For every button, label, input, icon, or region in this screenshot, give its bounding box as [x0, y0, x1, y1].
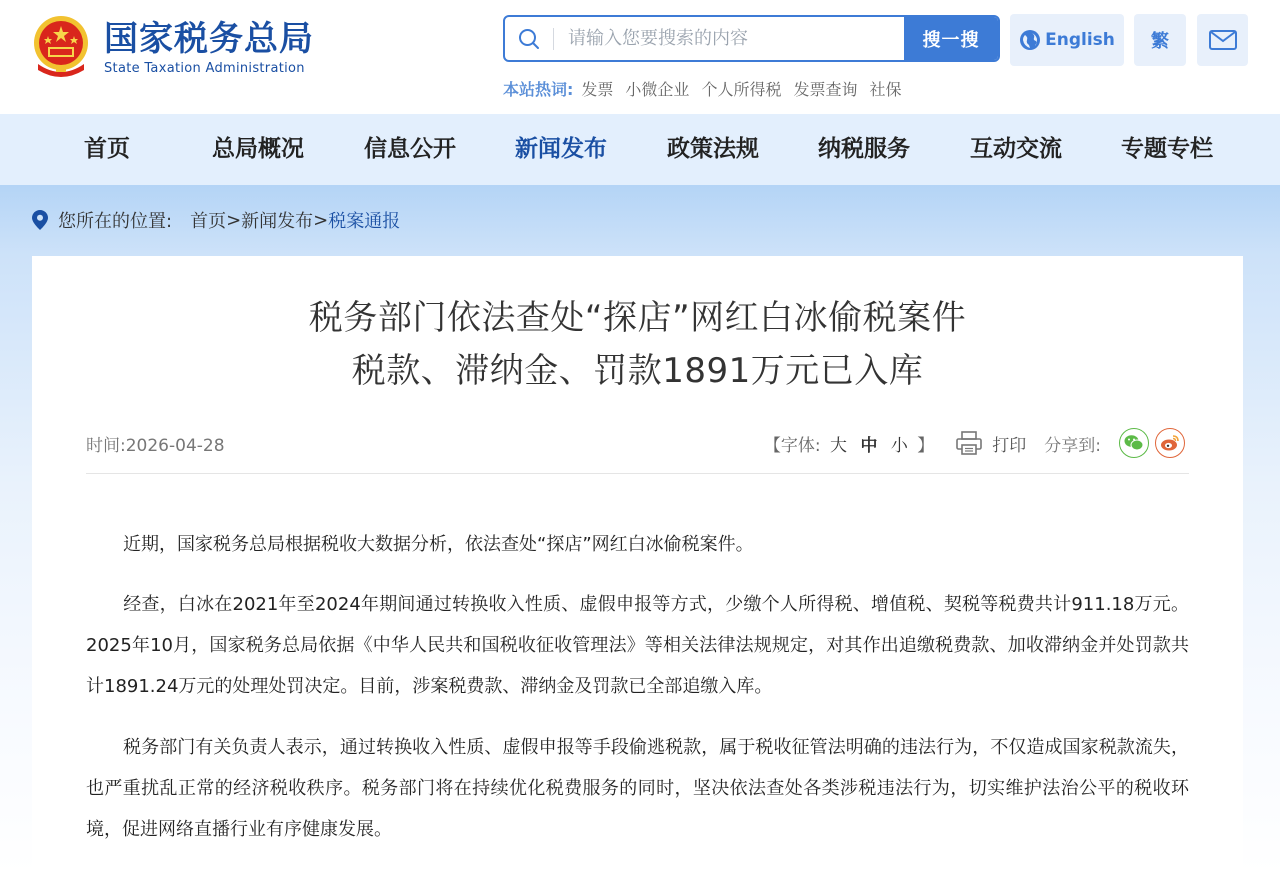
- nav-item-special-topics[interactable]: 专题专栏: [1121, 136, 1213, 162]
- breadcrumb-label: 您所在的位置:: [58, 211, 173, 232]
- hot-word-link[interactable]: 发票查询: [793, 80, 858, 99]
- article-paragraph: 税务部门有关负责人表示，通过转换收入性质、虚假申报等手段偷逃税款，属于税收征管法明确的违法行为，不仅造成国家税款流失，也严重扰乱正常的经济税收秩序。税务部门将在持续优化税费服务的同时，坚决依法查处各类涉税违法行为，切实维护法治公平的税收环境，促进网络直播行业有序健康发展。: [86, 737, 1189, 840]
- breadcrumb: [32, 207, 400, 233]
- hot-words-label: 本站热词:: [503, 80, 574, 99]
- time-label: 时间:: [86, 436, 126, 456]
- nav-item-overview[interactable]: 总局概况: [212, 136, 304, 162]
- wechat-icon: [1124, 434, 1144, 452]
- breadcrumb-news[interactable]: 新闻发布: [241, 211, 314, 232]
- site-header: [0, 0, 1280, 114]
- article-panel: [32, 256, 1243, 874]
- article-paragraph: 经查，白冰在2021年至2024年期间通过转换收入性质、虚假申报等方式，少缴个人所得税、增值税、契税等税费共计911.18万元。2025年10月，国家税务总局依据《中华人民共和国税收征收管理法》等相关法律法规规定，对其作出追缴税费款、加收滞纳金并处罚款共计1891.24万元的处理处罚决定。目前，涉案税费款、滞纳金及罚款已全部追缴入库。: [86, 594, 1189, 697]
- nav-item-info-disclosure[interactable]: 信息公开: [364, 136, 456, 162]
- search-bar: [503, 15, 1000, 62]
- search-button[interactable]: 搜一搜: [904, 17, 998, 60]
- search-icon: [505, 17, 553, 60]
- font-size-suffix: 】: [917, 435, 935, 456]
- publish-date: 2026-04-28: [125, 436, 225, 456]
- printer-icon: [956, 431, 982, 455]
- hot-word-link[interactable]: 小微企业: [625, 80, 690, 99]
- breadcrumb-current[interactable]: 税案通报: [328, 211, 401, 232]
- weibo-icon: [1160, 434, 1180, 452]
- print-label: 打印: [992, 435, 1027, 456]
- nav-item-tax-service[interactable]: 纳税服务: [818, 136, 910, 162]
- nav-item-news[interactable]: 新闻发布: [515, 136, 607, 162]
- english-button[interactable]: [1010, 14, 1124, 66]
- search-input[interactable]: [554, 17, 904, 60]
- font-size-switcher: [764, 431, 934, 456]
- location-pin-icon: [32, 210, 48, 230]
- nav-item-policy[interactable]: 政策法规: [667, 136, 759, 162]
- mail-icon: [1209, 30, 1237, 50]
- globe-icon: [1019, 29, 1041, 51]
- article-tools: [764, 428, 1185, 458]
- site-name-en: State Taxation Administration: [104, 60, 305, 76]
- font-size-small[interactable]: 小: [890, 435, 908, 456]
- font-size-prefix: 【字体:: [763, 435, 821, 456]
- breadcrumb-home[interactable]: 首页: [190, 211, 227, 232]
- national-emblem-icon: [30, 14, 92, 80]
- article-title-line2: 税款、滞纳金、罚款1891万元已入库: [351, 351, 924, 391]
- english-label: English: [1045, 30, 1115, 50]
- print-button[interactable]: [956, 431, 1026, 456]
- hot-word-link[interactable]: 发票: [581, 80, 614, 99]
- article-title-line1: 税务部门依法查处“探店”网红白冰偷税案件: [308, 298, 967, 338]
- traditional-chinese-button[interactable]: 繁: [1134, 14, 1186, 66]
- hot-word-link[interactable]: 个人所得税: [701, 80, 782, 99]
- publish-time: [86, 431, 225, 456]
- share-label: 分享到:: [1044, 435, 1101, 456]
- main-nav: [0, 114, 1280, 185]
- font-size-medium[interactable]: 中: [860, 435, 878, 456]
- share-wechat-button[interactable]: [1119, 428, 1149, 458]
- breadcrumb-separator: >: [313, 209, 329, 231]
- site-name-cn: 国家税务总局: [104, 18, 314, 59]
- hot-words: [503, 77, 913, 100]
- mail-button[interactable]: [1197, 14, 1248, 66]
- nav-item-home[interactable]: 首页: [84, 136, 130, 162]
- meta-divider: [86, 473, 1189, 474]
- hot-word-link[interactable]: 社保: [869, 80, 902, 99]
- nav-item-interaction[interactable]: 互动交流: [970, 136, 1062, 162]
- breadcrumb-separator: >: [226, 209, 242, 231]
- site-logo[interactable]: [30, 14, 314, 80]
- article-paragraph: 近期，国家税务总局根据税收大数据分析，依法查处“探店”网红白冰偷税案件。: [123, 534, 754, 555]
- share-weibo-button[interactable]: [1155, 428, 1185, 458]
- font-size-large[interactable]: 大: [830, 435, 848, 456]
